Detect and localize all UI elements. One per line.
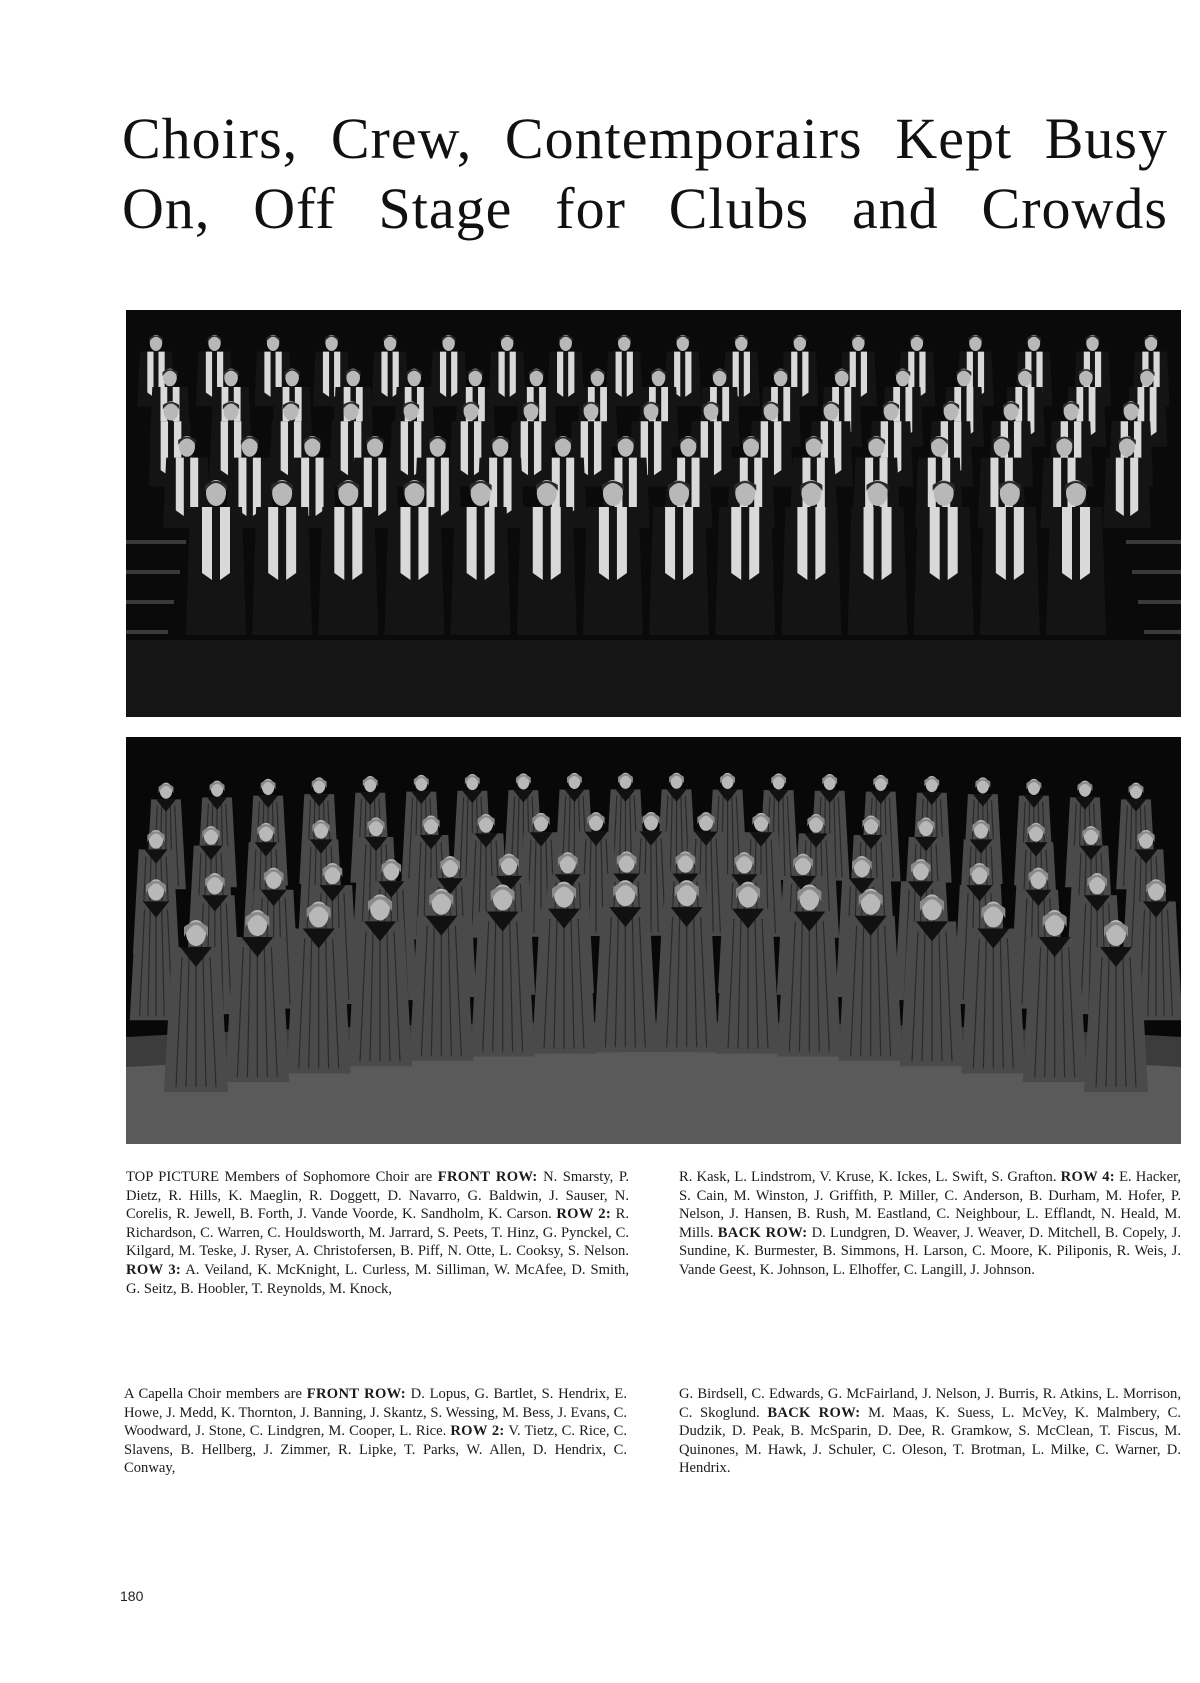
caption-text: V. Tietz, C. Rice, C. Slavens, B. Hellberg, J. Zimmer, R. Lipke, T. Parks, W. Allen, D. Hendrix, C. Conway, (124, 1423, 627, 1477)
headline-line-2: On, Off Stage for Clubs and Crowds (122, 176, 1168, 241)
headline-line-1: Choirs, Crew, Contemporairs Kept Busy (122, 106, 1168, 171)
a-capella-choir-caption-left (124, 1385, 627, 1478)
row-label: FRONT ROW: (437, 1169, 538, 1185)
caption-text: G. Birdsell, C. Edwards, G. McFairland, J. Nelson, J. Burris, R. Atkins, L. Morrison, C. Skoglund. (679, 1386, 1181, 1421)
a-capella-choir-caption-right (679, 1385, 1181, 1478)
row-label: BACK ROW: (717, 1224, 808, 1241)
caption-text: R. Richardson, C. Warren, C. Houldsworth, M. Jarrard, S. Peets, T. Hinz, G. Pynckel, C. Kilgard, M. Teske, J. Ryser, A. Christofersen, B. Piff, N. Otte, L. Cooksy, S. Nelson. (126, 1206, 630, 1260)
a-capella-choir-photo-image (126, 737, 1181, 1144)
row-label: ROW 2: (450, 1423, 505, 1440)
row-label: FRONT ROW: (306, 1386, 406, 1402)
row-label: ROW 2: (556, 1206, 612, 1223)
caption-text: E. Hacker, S. Cain, M. Winston, J. Griffith, P. Miller, C. Anderson, B. Durham, M. Hofer, P. Nelson, J. Hansen, B. Rush, M. Eastland, C. Neighbour, L. Efflandt, N. Heald, M. Mills. (679, 1169, 1182, 1241)
caption-text: A Capella Choir members are (124, 1386, 307, 1402)
page-headline (122, 104, 1168, 244)
sophomore-choir-photo-image (126, 310, 1181, 717)
page-number: 180 (120, 1588, 144, 1604)
caption-text: TOP PICTURE Members of Sophomore Choir are (126, 1169, 438, 1185)
row-label: ROW 4: (1060, 1169, 1115, 1185)
caption-text: N. Smarsty, P. Dietz, R. Hills, K. Maeglin, R. Doggett, D. Navarro, G. Baldwin, J. Sauser, N. Corelis, R. Jewell, B. Forth, J. Vande Voorde, K. Sandholm, K. Carson. (126, 1169, 629, 1223)
caption-text: A. Veiland, K. McKnight, L. Curless, M. Silliman, W. McAfee, D. Smith, G. Seitz, B. Hoobler, T. Reynolds, M. Knock, (126, 1261, 630, 1297)
sophomore-choir-caption-left (126, 1168, 629, 1298)
row-label: ROW 3: (126, 1261, 182, 1278)
caption-text: R. Kask, L. Lindstrom, V. Kruse, K. Ickes, L. Swift, S. Grafton. (679, 1169, 1061, 1185)
sophomore-choir-photo (126, 310, 1181, 717)
caption-text: M. Maas, K. Suess, L. McVey, K. Malmbery, C. Dudzik, D. Peak, B. McSparin, D. Dee, R. Gramkow, S. McClean, T. Fiscus, M. Quinones, M. Hawk, J. Schuler, C. Oleson, T. Brotman, L. Milke, C. Warner, D. Hendrix. (679, 1404, 1181, 1477)
caption-text: D. Lundgren, D. Weaver, J. Weaver, D. Mitchell, B. Copely, J. Sundine, K. Burmester, B. Simmons, H. Larson, C. Moore, K. Piliponis, R. Weis, J. Vande Geest, K. Johnson, L. Elhoffer, C. Langill, J. Johnson. (679, 1224, 1181, 1278)
row-label: BACK ROW: (767, 1404, 861, 1421)
caption-text: D. Lopus, G. Bartlet, S. Hendrix, E. Howe, J. Medd, K. Thornton, J. Banning, J. Skantz, S. Wessing, M. Bess, J. Evans, C. Woodward, J. Stone, C. Lindgren, M. Cooper, L. Rice. (124, 1386, 627, 1440)
sophomore-choir-caption-right (679, 1168, 1181, 1280)
a-capella-choir-photo (126, 737, 1181, 1144)
